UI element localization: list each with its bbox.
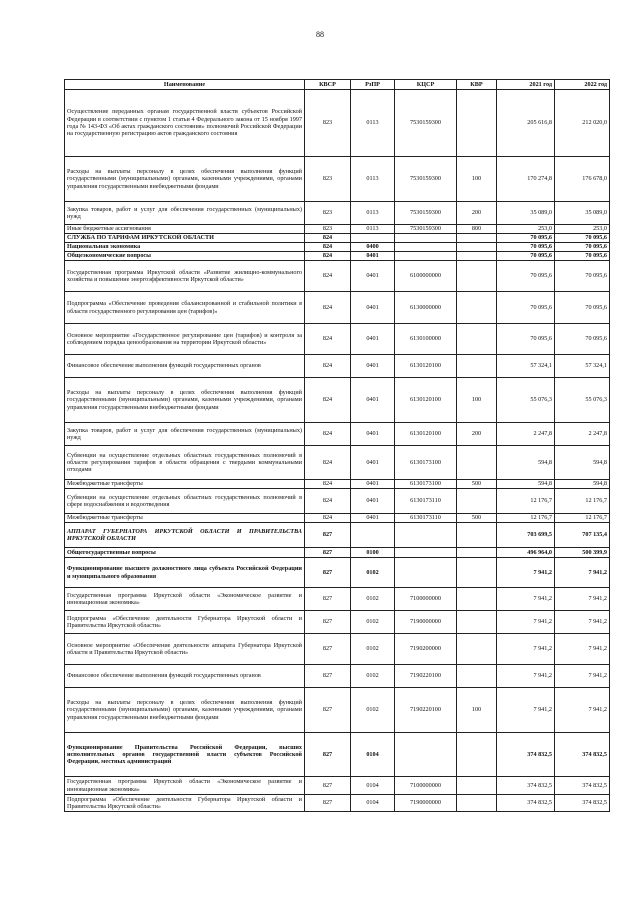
row-kcsr: 7530159300: [395, 202, 457, 225]
row-kvr: 500: [457, 480, 497, 489]
row-kvsr: 827: [305, 558, 351, 588]
row-kvsr: 824: [305, 252, 351, 261]
row-rzpr: 0401: [351, 423, 395, 446]
row-kvr: [457, 446, 497, 480]
row-kvsr: 827: [305, 733, 351, 777]
row-2022: 176 678,0: [555, 157, 610, 202]
row-2022: 707 135,4: [555, 523, 610, 548]
row-2021: 35 089,0: [497, 202, 555, 225]
row-2021: 205 616,8: [497, 90, 555, 157]
header-2022: 2022 год: [555, 80, 610, 90]
table-row: [65, 446, 610, 480]
row-rzpr: 0401: [351, 489, 395, 514]
row-rzpr: 0401: [351, 292, 395, 324]
header-rzpr: РзПР: [351, 80, 395, 90]
table-row: [65, 157, 610, 202]
table-row: [65, 355, 610, 378]
row-2022: 594,8: [555, 446, 610, 480]
row-2021: 57 324,1: [497, 355, 555, 378]
row-name: Национальная экономика: [65, 243, 305, 252]
table-row: [65, 480, 610, 489]
row-kvsr: 827: [305, 795, 351, 812]
table-row: [65, 90, 610, 157]
budget-table-container: [64, 79, 609, 812]
row-name: Межбюджетные трансферты: [65, 514, 305, 523]
row-name: Субвенции на осуществление отдельных областных государственных полномочий в сфере водоснабжения и водоотведения: [65, 489, 305, 514]
row-2022: 70 095,6: [555, 234, 610, 243]
table-row: [65, 688, 610, 733]
row-kvr: [457, 733, 497, 777]
row-kvr: [457, 243, 497, 252]
row-kvsr: 824: [305, 480, 351, 489]
row-kcsr: 6130100000: [395, 324, 457, 355]
row-name: Межбюджетные трансферты: [65, 480, 305, 489]
table-row: [65, 225, 610, 234]
row-kvr: [457, 588, 497, 611]
row-2022: 70 095,6: [555, 261, 610, 292]
row-rzpr: 0400: [351, 243, 395, 252]
table-row: [65, 324, 610, 355]
row-kcsr: 6100000000: [395, 261, 457, 292]
row-kvsr: 827: [305, 665, 351, 688]
row-kvsr: 824: [305, 261, 351, 292]
row-rzpr: 0401: [351, 355, 395, 378]
row-name: АППАРАТ ГУБЕРНАТОРА ИРКУТСКОЙ ОБЛАСТИ И ПРАВИТЕЛЬСТВА ИРКУТСКОЙ ОБЛАСТИ: [65, 523, 305, 548]
row-rzpr: 0113: [351, 157, 395, 202]
table-row: [65, 423, 610, 446]
row-kcsr: 6130173100: [395, 480, 457, 489]
row-kcsr: 7190000000: [395, 795, 457, 812]
row-kvr: [457, 795, 497, 812]
row-kvr: [457, 292, 497, 324]
row-kvsr: 823: [305, 225, 351, 234]
row-2021: 594,8: [497, 446, 555, 480]
row-kcsr: 6130000000: [395, 292, 457, 324]
header-2021: 2021 год: [497, 80, 555, 90]
row-kcsr: 7530159300: [395, 225, 457, 234]
header-name: Наименование: [65, 80, 305, 90]
row-kvr: [457, 665, 497, 688]
row-rzpr: 0104: [351, 777, 395, 795]
row-kcsr: [395, 523, 457, 548]
row-name: Государственная программа Иркутской области «Экономическое развитие и инновационная экономика»: [65, 777, 305, 795]
row-2022: 2 247,8: [555, 423, 610, 446]
row-rzpr: [351, 234, 395, 243]
row-kvr: [457, 261, 497, 292]
row-2022: 7 941,2: [555, 558, 610, 588]
row-2022: 374 832,5: [555, 795, 610, 812]
row-kcsr: 7190220100: [395, 665, 457, 688]
table-row: [65, 777, 610, 795]
row-2021: 70 095,6: [497, 324, 555, 355]
row-2021: 374 832,5: [497, 795, 555, 812]
row-kvsr: 823: [305, 90, 351, 157]
row-2021: 7 941,2: [497, 688, 555, 733]
row-kcsr: [395, 252, 457, 261]
row-kcsr: 6130173110: [395, 514, 457, 523]
row-kcsr: 7100000000: [395, 588, 457, 611]
row-2022: 57 324,1: [555, 355, 610, 378]
row-kcsr: 7190220100: [395, 688, 457, 733]
row-2021: 253,0: [497, 225, 555, 234]
row-2021: 7 941,2: [497, 634, 555, 665]
row-kvr: 800: [457, 225, 497, 234]
row-rzpr: 0401: [351, 514, 395, 523]
row-kvsr: 827: [305, 611, 351, 634]
row-kvsr: 824: [305, 446, 351, 480]
row-name: Подпрограмма «Обеспечение деятельности Губернатора Иркутской области и Правительства Иркутской области»: [65, 611, 305, 634]
row-name: Государственная программа Иркутской области «Развитие жилищно-коммунального хозяйства и повышение энергоэффективности Иркутской области»: [65, 261, 305, 292]
row-rzpr: 0104: [351, 733, 395, 777]
row-kcsr: [395, 558, 457, 588]
row-kcsr: [395, 548, 457, 558]
row-2021: 2 247,8: [497, 423, 555, 446]
row-kcsr: 7100000000: [395, 777, 457, 795]
table-row: [65, 733, 610, 777]
row-2022: 212 020,0: [555, 90, 610, 157]
row-2021: 374 832,5: [497, 733, 555, 777]
table-row: [65, 234, 610, 243]
row-kcsr: [395, 733, 457, 777]
row-rzpr: 0401: [351, 324, 395, 355]
table-header-row: [65, 80, 610, 90]
row-kvsr: 827: [305, 634, 351, 665]
row-kvsr: 824: [305, 292, 351, 324]
header-kcsr: КЦСР: [395, 80, 457, 90]
table-row: [65, 665, 610, 688]
row-2021: 70 095,6: [497, 252, 555, 261]
row-rzpr: 0113: [351, 202, 395, 225]
row-kvsr: 824: [305, 489, 351, 514]
row-kvr: 100: [457, 688, 497, 733]
row-2021: 7 941,2: [497, 665, 555, 688]
row-name: Функционирование Правительства Российской Федерации, высших исполнительных органов государственной власти субъектов Российской Федерации, местных администраций: [65, 733, 305, 777]
table-row: [65, 243, 610, 252]
table-row: [65, 292, 610, 324]
row-kvsr: 827: [305, 688, 351, 733]
row-2021: 7 941,2: [497, 588, 555, 611]
row-2021: 70 095,6: [497, 234, 555, 243]
row-2022: 70 095,6: [555, 243, 610, 252]
row-name: Основное мероприятие «Обеспечение деятельности аппарата Губернатора Иркутской области и Правительства Иркутской области»: [65, 634, 305, 665]
row-rzpr: 0401: [351, 252, 395, 261]
row-name: Подпрограмма «Обеспечение деятельности Губернатора Иркутской области и Правительства Иркутской области»: [65, 795, 305, 812]
table-row: [65, 634, 610, 665]
row-2022: 7 941,2: [555, 665, 610, 688]
row-kvsr: 827: [305, 777, 351, 795]
row-2022: 7 941,2: [555, 611, 610, 634]
row-2021: 12 176,7: [497, 514, 555, 523]
row-2022: 12 176,7: [555, 489, 610, 514]
row-kvr: [457, 523, 497, 548]
row-2022: 500 399,9: [555, 548, 610, 558]
row-kvsr: 827: [305, 548, 351, 558]
row-rzpr: 0113: [351, 225, 395, 234]
row-kvr: 200: [457, 202, 497, 225]
row-2021: 594,8: [497, 480, 555, 489]
row-rzpr: 0102: [351, 558, 395, 588]
row-kvr: [457, 548, 497, 558]
row-2022: 374 832,5: [555, 733, 610, 777]
row-name: Осуществление переданных органам государственной власти субъектов Российской Федерации в соответствии с пунктом 1 статьи 4 Федерального закона от 15 ноября 1997 года № 143-ФЗ «Об актах гражданского состояния» полномочий Российской Федерации на государственную регистрацию актов гражданского состояния: [65, 90, 305, 157]
row-2022: 70 095,6: [555, 292, 610, 324]
row-kvsr: 824: [305, 514, 351, 523]
row-kvsr: 823: [305, 157, 351, 202]
row-kvsr: 824: [305, 234, 351, 243]
table-row: [65, 261, 610, 292]
row-kvsr: 824: [305, 423, 351, 446]
row-name: СЛУЖБА ПО ТАРИФАМ ИРКУТСКОЙ ОБЛАСТИ: [65, 234, 305, 243]
row-kvr: 100: [457, 157, 497, 202]
row-kcsr: 6130173100: [395, 446, 457, 480]
header-kvr: КВР: [457, 80, 497, 90]
row-2022: 70 095,6: [555, 324, 610, 355]
row-rzpr: 0401: [351, 480, 395, 489]
row-2022: 7 941,2: [555, 588, 610, 611]
row-kvsr: 823: [305, 202, 351, 225]
row-name: Субвенции на осуществление отдельных областных государственных полномочий в области регулирования тарифов в области обращения с твердыми коммунальными отходами: [65, 446, 305, 480]
row-rzpr: 0102: [351, 665, 395, 688]
row-name: Общегосударственные вопросы: [65, 548, 305, 558]
row-2022: 55 076,3: [555, 378, 610, 423]
row-rzpr: 0401: [351, 446, 395, 480]
row-2021: 703 699,5: [497, 523, 555, 548]
row-name: Подпрограмма «Обеспечение проведения сбалансированной и стабильной политики в области государственного регулирования цен (тарифов)»: [65, 292, 305, 324]
row-kvr: [457, 634, 497, 665]
table-row: [65, 795, 610, 812]
row-kcsr: 7190200000: [395, 634, 457, 665]
row-kcsr: 6130120100: [395, 423, 457, 446]
row-kcsr: 7530159300: [395, 157, 457, 202]
row-kvsr: 827: [305, 588, 351, 611]
table-row: [65, 523, 610, 548]
row-2022: 12 176,7: [555, 514, 610, 523]
row-2021: 70 095,6: [497, 243, 555, 252]
row-kvr: [457, 777, 497, 795]
row-2022: 374 832,5: [555, 777, 610, 795]
row-name: Расходы на выплаты персоналу в целях обеспечения выполнения функций государственными (муниципальными) органами, казенными учреждениями, органами управления государственными внебюджетными фондами: [65, 378, 305, 423]
row-2021: 55 076,3: [497, 378, 555, 423]
table-row: [65, 611, 610, 634]
row-2022: 7 941,2: [555, 634, 610, 665]
row-name: Расходы на выплаты персоналу в целях обеспечения выполнения функций государственными (муниципальными) органами, казенными учреждениями, органами управления государственными внебюджетными фондами: [65, 157, 305, 202]
row-kvr: [457, 355, 497, 378]
row-2021: 374 832,5: [497, 777, 555, 795]
row-name: Основное мероприятие «Государственное регулирование цен (тарифов) и контроля за соблюдением порядка ценообразования на территории Иркутской области»: [65, 324, 305, 355]
table-row: [65, 489, 610, 514]
row-kvr: 200: [457, 423, 497, 446]
row-kvsr: 824: [305, 324, 351, 355]
row-kcsr: 7190000000: [395, 611, 457, 634]
budget-table: [64, 79, 610, 812]
row-2022: 594,8: [555, 480, 610, 489]
table-row: [65, 252, 610, 261]
table-row: [65, 202, 610, 225]
table-row: [65, 514, 610, 523]
row-kvsr: 824: [305, 378, 351, 423]
row-rzpr: 0102: [351, 634, 395, 665]
row-name: Иные бюджетные ассигнования: [65, 225, 305, 234]
row-kvr: 100: [457, 378, 497, 423]
table-row: [65, 558, 610, 588]
row-rzpr: 0102: [351, 688, 395, 733]
row-kvr: 500: [457, 514, 497, 523]
row-2022: 7 941,2: [555, 688, 610, 733]
row-kvr: [457, 90, 497, 157]
row-name: Закупка товаров, работ и услуг для обеспечения государственных (муниципальных) нужд: [65, 202, 305, 225]
row-2021: 7 941,2: [497, 611, 555, 634]
row-name: Государственная программа Иркутской области «Экономическое развитие и инновационная экономика»: [65, 588, 305, 611]
table-row: [65, 378, 610, 423]
row-rzpr: [351, 523, 395, 548]
row-kvsr: 827: [305, 523, 351, 548]
row-name: Функционирование высшего должностного лица субъекта Российской Федерации и муниципального образования: [65, 558, 305, 588]
row-kvr: [457, 234, 497, 243]
row-kvsr: 824: [305, 243, 351, 252]
row-kvr: [457, 558, 497, 588]
row-2022: 35 089,0: [555, 202, 610, 225]
row-name: Закупка товаров, работ и услуг для обеспечения государственных (муниципальных) нужд: [65, 423, 305, 446]
row-rzpr: 0401: [351, 378, 395, 423]
row-2021: 70 095,6: [497, 292, 555, 324]
row-2021: 496 964,0: [497, 548, 555, 558]
row-rzpr: 0102: [351, 611, 395, 634]
row-2021: 12 176,7: [497, 489, 555, 514]
row-rzpr: 0113: [351, 90, 395, 157]
row-rzpr: 0104: [351, 795, 395, 812]
row-kcsr: [395, 243, 457, 252]
row-2021: 70 095,6: [497, 261, 555, 292]
row-name: Общеэкономические вопросы: [65, 252, 305, 261]
table-row: [65, 588, 610, 611]
row-kcsr: [395, 234, 457, 243]
row-kcsr: 6130120100: [395, 355, 457, 378]
table-row: [65, 548, 610, 558]
row-kvr: [457, 252, 497, 261]
row-rzpr: 0401: [351, 261, 395, 292]
row-2021: 170 274,8: [497, 157, 555, 202]
row-2021: 7 941,2: [497, 558, 555, 588]
row-name: Расходы на выплаты персоналу в целях обеспечения выполнения функций государственными (муниципальными) органами, казенными учреждениями, органами управления государственными внебюджетными фондами: [65, 688, 305, 733]
page-number: 88: [316, 30, 324, 39]
row-kcsr: 7530159300: [395, 90, 457, 157]
row-kvsr: 824: [305, 355, 351, 378]
row-name: Финансовое обеспечение выполнения функций государственных органов: [65, 665, 305, 688]
row-rzpr: 0100: [351, 548, 395, 558]
row-kcsr: 6130173110: [395, 489, 457, 514]
row-kvr: [457, 611, 497, 634]
row-2022: 253,0: [555, 225, 610, 234]
row-rzpr: 0102: [351, 588, 395, 611]
row-kvr: [457, 489, 497, 514]
row-name: Финансовое обеспечение выполнения функций государственных органов: [65, 355, 305, 378]
row-kcsr: 6130120100: [395, 378, 457, 423]
row-kvr: [457, 324, 497, 355]
row-2022: 70 095,6: [555, 252, 610, 261]
header-kvsr: КВСР: [305, 80, 351, 90]
